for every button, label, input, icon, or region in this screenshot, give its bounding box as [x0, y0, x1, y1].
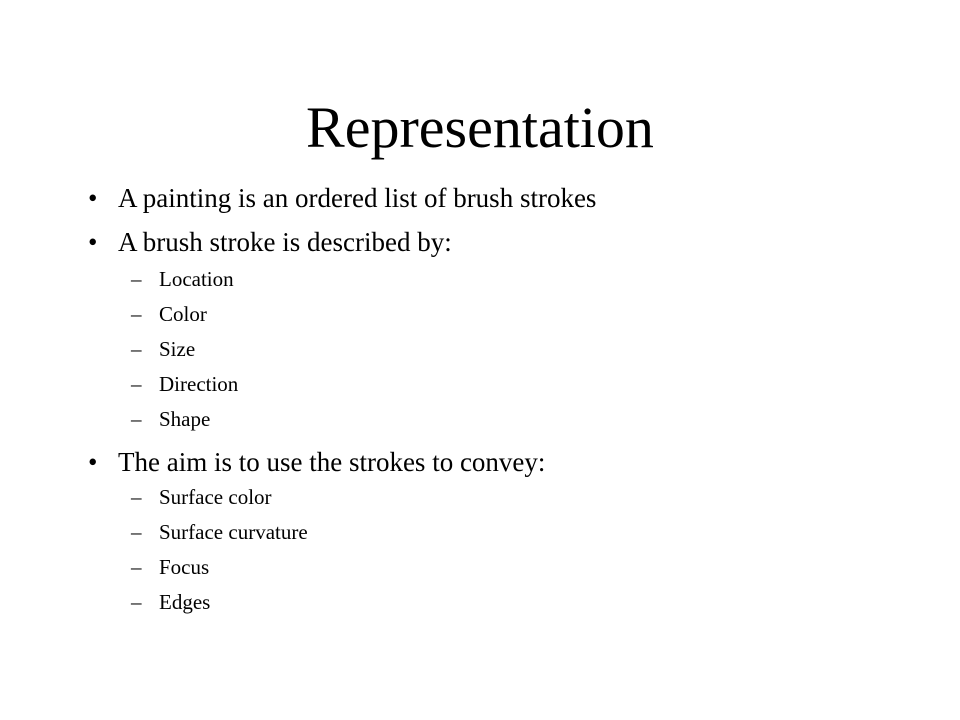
dash-marker: –	[131, 520, 142, 544]
slide-title: Representation	[306, 95, 654, 160]
bullet-marker: •	[88, 183, 98, 213]
dash-marker: –	[131, 485, 142, 509]
sub-bullet-text: Shape	[159, 407, 211, 431]
sub-bullet-text: Size	[159, 337, 196, 361]
dash-marker: –	[131, 302, 142, 326]
dash-marker: –	[131, 372, 142, 396]
sub-bullet-text: Direction	[159, 372, 239, 396]
dash-marker: –	[131, 590, 142, 614]
bullet-marker: •	[88, 227, 98, 257]
bullet-text: A brush stroke is described by:	[118, 227, 452, 257]
sub-bullet-text: Focus	[159, 555, 210, 579]
dash-marker: –	[131, 267, 142, 291]
dash-marker: –	[131, 407, 142, 431]
dash-marker: –	[131, 555, 142, 579]
bullet-text: A painting is an ordered list of brush strokes	[118, 183, 597, 213]
bullet-text: The aim is to use the strokes to convey:	[118, 447, 546, 477]
sub-bullet-text: Location	[159, 267, 234, 291]
sub-bullet-text: Color	[159, 302, 207, 326]
sub-bullet-text: Surface color	[159, 485, 272, 509]
sub-bullet-text: Surface curvature	[159, 520, 308, 544]
dash-marker: –	[131, 337, 142, 361]
sub-bullet-text: Edges	[159, 590, 211, 614]
bullet-marker: •	[88, 447, 98, 477]
